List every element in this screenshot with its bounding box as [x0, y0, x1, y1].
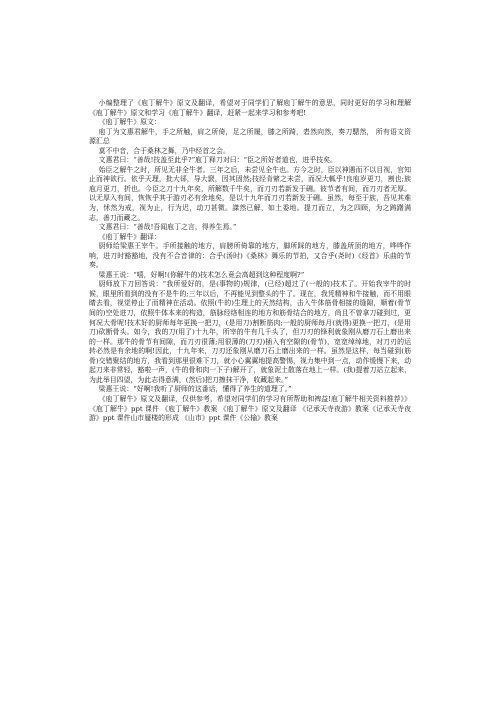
intro-paragraph: 小编整理了《庖丁解牛》原文及翻译，希望对于同学们了解庖丁解牛的意思，同时更好的学习和理解《庖丁解牛》原文和学习《庖丁解牛》翻译，赶紧一起来学习和参考吧! [89, 99, 411, 117]
closing-paragraph: 《庖丁解牛》原文及翻译，仅供参考，希望对同学们的学习有所帮助和裨益!庖丁解牛相关资料推荐》》《庖丁解牛》ppt 课件 《庖丁解牛》教案 《庖丁解牛》原文及翻译 《记承天寺夜游》教案《记承天寺夜游》ppt 课件山市蜃楼的形成 《山市》ppt 课件《公输》教案 [89, 394, 411, 423]
original-text-paragraph: 莫不中音，合于桑林之舞，乃中经首之会。 [98, 146, 230, 155]
original-text-paragraph: 始臣之解牛之时，所见无非全牛者。三年之后，未尝见全牛也。方今之时，臣以神遇而不以目视，官知止而神欲行。依乎天理，批大郤，导大窾，因其固然;技经肯綮之未尝，而况大軱乎!良庖岁更刀，割也;族庖月更刀，折也。今臣之刀十九年矣，所解数千牛矣，而刀刃若新发于硎。彼节者有间，而刀刃者无厚。以无厚入有间，恢恢乎其于游刃必有余地矣，是以十九年而刀刃若新发于硎。虽然，每至于族，吾见其难为，怵然为戒，视为止，行为迟，动刀甚微。謋然已解，如土委地。提刀而立，为之四顾，为之踌躇满志，善刀而藏之。 [89, 165, 411, 222]
translation-paragraph: 梁惠王说：“好啊!我听了厨师的这番话，懂得了养生的道理了。” [98, 385, 292, 394]
original-text-paragraph: 文惠君曰：“善哉!吾闻庖丁之言，得养生焉。” [98, 223, 237, 232]
document-body [89, 99, 411, 424]
original-text-paragraph: 文惠君曰：“善哉!技盖至此乎?”庖丁释刀对曰：“臣之所好者道也，进乎技矣。 [98, 156, 337, 165]
translation-paragraph: 梁惠王说：“嘻，好啊!(你解牛的)技术怎么竟会高超到这种程度啊?” [98, 270, 305, 279]
translation-heading: 《庖丁解牛》翻译： [98, 232, 161, 241]
original-text-paragraph: 庖丁为文惠君解牛，手之所触，肩之所倚，足之所履，膝之所踦，砉然向然，奏刀騞然， 所有语文资源汇总 [89, 127, 411, 146]
original-text-heading: 《庖丁解牛》原文： [98, 118, 161, 127]
translation-paragraph: 厨师给梁惠王宰牛。手所接触的地方，肩膀所倚靠的地方，脚所踩的地方，膝盖所顶的地方，哗哗作响，进刀时豁豁地，没有不合音律的：合乎(汤时)《桑林》舞乐的节拍，又合乎(尧时)《经首》乐曲的节奏。 [89, 242, 411, 270]
translation-paragraph: 厨师放下刀回答说：“我所爱好的，是(事物的)规律，(已经)超过了(一般的)技术了。开始我宰牛的时候，眼里所看到的没有不是牛的;三年以后，不再能见到整头的牛了。现在，我凭精神和牛接触，而不用眼睛去看，视觉停止了而精神在活动。依照(牛的)生理上的天然结构，击入牛体筋骨相接的缝隙，顺着(骨节间的)空处进刀，依照牛体本来的构造，筋脉经络相连的地方和筋骨结合的地方，尚且不曾拿刀碰到过，更何况大骨呢!技术好的厨师每年更换一把刀，(是用刀)割断筋肉;一般的厨师每月(就得)更换一把刀，(是用刀)砍断骨头。如今，我的刀(用了)十九年，所宰的牛有几千头了，但刀刃的锋利就象刚从磨刀石上磨出来的一样。那牛的骨节有间隙，而刀刃很薄;用很薄的(刀刃)插入有空隙的(骨节)，宽宽绰绰地，对刀刃的运转必然是有余地的啊!因此，十九年来，刀刃还象刚从磨刀石上磨出来的一样。虽然是这样，每当碰到(筋骨)交错聚结的地方，我看到那里很难下刀，就小心翼翼地提高警惕，视力集中到一点，动作缓慢下来，动起刀来非常轻，豁啦一声，(牛的骨和肉一下子)解开了，就象泥土散落在地上一样。(我)提着刀站立起来，为此举目四望，为此志得意满，(然后)把刀擦抹干净，收藏起来。” [89, 280, 411, 384]
